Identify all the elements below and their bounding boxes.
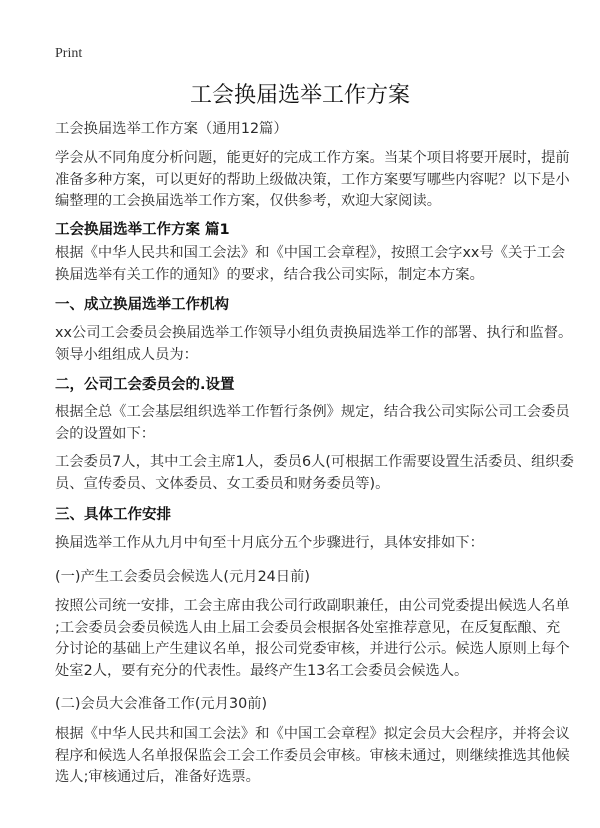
- paragraph: [55, 596, 585, 682]
- line: 根据全总《工会基层组织选举工作暂行条例》规定，结合我公司实际公司工会委员: [55, 404, 570, 420]
- intro-paragraph: [55, 148, 585, 213]
- section-heading: 三、具体工作安排: [55, 507, 171, 523]
- paragraph: [55, 533, 585, 555]
- paragraph: [55, 724, 585, 789]
- page-title: 工会换届选举工作方案: [189, 83, 410, 108]
- line: ;工会委员会委员候选人由上届工会委员会根据各处室推荐意见，在反复酝酿、充: [55, 619, 561, 636]
- line: 换届选举工作从九月中旬至十月底分五个步骤进行，具体安排如下：: [55, 535, 484, 551]
- line: 编整理的工会换届选举工作方案，仅供参考，欢迎大家阅读。: [55, 193, 442, 210]
- line: 分讨论的基础上产生建议名单，报公司党委审核，并进行公示。候选人原则上每个: [55, 641, 570, 658]
- subsection-heading: (二)会员大会准备工作(元月30前): [55, 696, 268, 712]
- line: 会的设置如下：: [55, 425, 156, 442]
- subsection-heading: (一)产生工会委员会候选人(元月24日前): [55, 569, 310, 585]
- line: 根据《中华人民共和国工会法》和《中国工会章程》，按照工会字xx号《关于工会: [55, 245, 566, 261]
- line: 准备多种方案，可以更好的帮助上级做决策，工作方案要写哪些内容呢？以下是小: [55, 171, 570, 188]
- paragraph: [55, 323, 585, 366]
- print-link[interactable]: Print: [55, 46, 83, 61]
- line: 程序和候选人名单报保监会工会工作委员会审核。审核未通过，则继续推选其他候: [55, 747, 570, 764]
- paragraph: [55, 452, 585, 495]
- line: 工会委员7人，其中工会主席1人，委员6人(可根据工作需要设置生活委员、组织委: [55, 454, 574, 470]
- section-heading: 一、成立换届选举工作机构: [55, 297, 229, 313]
- line: 按照公司统一安排，工会主席由我公司行政副职兼任，由公司党委提出候选人名单: [55, 598, 570, 614]
- line: 换届选举有关工作的通知》的要求，结合我公司实际，制定本方案。: [55, 266, 484, 283]
- paragraph: [55, 402, 585, 445]
- line: 员、宣传委员、文体委员、女工委员和财务委员等)。: [55, 475, 390, 492]
- line: 根据《中华人民共和国工会法》和《中国工会章程》拟定会员大会程序，并将会议: [55, 726, 570, 742]
- article-heading: 工会换届选举工作方案 篇1: [55, 222, 230, 238]
- line: 学会从不同角度分析问题，能更好的完成工作方案。当某个项目将要开展时，提前: [55, 150, 570, 166]
- section-heading: 二，公司工会委员会的.设置: [55, 377, 235, 393]
- paragraph: [55, 243, 585, 286]
- line: 领导小组组成人员为：: [55, 346, 198, 363]
- line: 处室2人，要有充分的代表性。最终产生13名工会委员会候选人。: [55, 662, 469, 679]
- subtitle: 工会换届选举工作方案（通用12篇）: [55, 121, 288, 137]
- line: xx公司工会委员会换届选举工作领导小组负责换届选举工作的部署、执行和监督。: [55, 325, 573, 341]
- line: 选人;审核通过后，准备好选票。: [55, 769, 260, 786]
